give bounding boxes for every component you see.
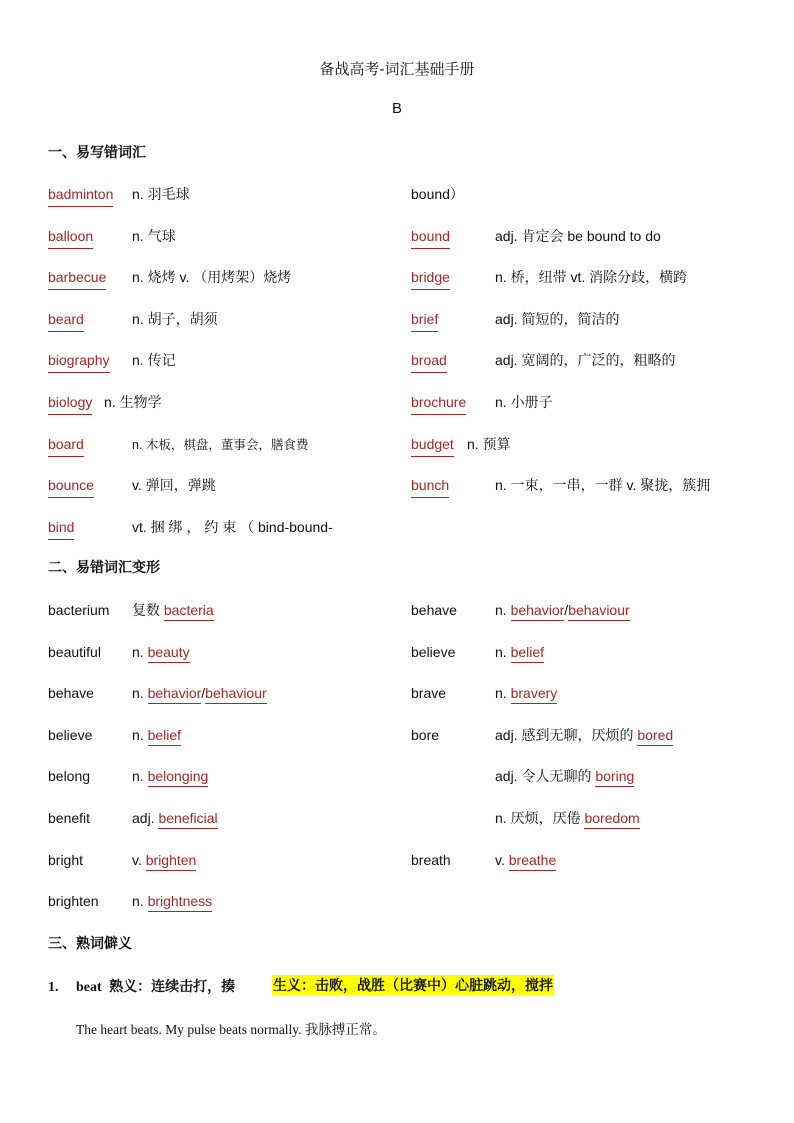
vocab-meaning: adj. 肯定会 be bound to do — [495, 228, 661, 244]
derived-form: n. behavior/behaviour — [132, 683, 267, 703]
pos-label: n. — [132, 644, 144, 660]
pos-label: v. — [132, 852, 142, 868]
derived-form — [495, 725, 673, 745]
vocab-word: brochure — [411, 392, 466, 415]
section3-heading: 三、熟词僻义 — [48, 935, 132, 951]
derived-form — [132, 600, 214, 620]
pos-label: n. — [132, 768, 144, 784]
derived-form — [132, 850, 196, 870]
vocab-word: beard — [48, 309, 84, 332]
form-word: belief — [148, 727, 181, 746]
pos-label: adj. 令人无聊的 — [495, 768, 592, 784]
familiar-meaning: 熟义：连续击打，揍 — [109, 980, 236, 995]
vocab-meaning: adj. 简短的，简洁的 — [495, 311, 620, 327]
base-word: belong — [48, 768, 91, 784]
vocab-meaning: n. 预算 — [467, 436, 511, 452]
form-word: bacteria — [164, 602, 214, 621]
s1-row-9 — [0, 517, 794, 541]
section1-heading: 一、易写错词汇 — [48, 144, 146, 160]
derived-form — [132, 808, 218, 828]
form-word: behaviour — [568, 602, 630, 621]
letter-heading: B — [391, 100, 402, 117]
derived-form — [495, 766, 634, 786]
base-word: believe — [411, 644, 456, 660]
form-word: beauty — [148, 644, 190, 663]
continuation-text: bound） — [411, 186, 464, 202]
vocab-word: balloon — [48, 226, 93, 249]
vocab-meaning: n. 胡子，胡须 — [132, 311, 218, 327]
s2-row-5 — [0, 766, 794, 790]
vocab-word: barbecue — [48, 267, 106, 290]
base-word: behave — [48, 685, 94, 701]
derived-form — [495, 808, 640, 828]
s2-row-8 — [0, 891, 794, 915]
s2-row-1 — [0, 600, 794, 624]
pos-label: n. — [132, 727, 144, 743]
derived-form — [495, 642, 544, 662]
vocab-word: broad — [411, 350, 447, 373]
page-title: 备战高考-词汇基础手册 — [319, 61, 475, 78]
rare-meaning-highlight: 生义：击败，战胜（比赛中）心脏跳动，搅拌 — [273, 977, 553, 993]
vocab-meaning: n. 木板，棋盘，董事会，膳食费 — [132, 438, 309, 452]
vocab-meaning: n. 生物学 — [104, 394, 162, 410]
form-word: belief — [511, 644, 544, 663]
base-word: bacterium — [48, 602, 110, 618]
s1-row-8 — [0, 475, 794, 499]
vocab-meaning: n. 传记 — [132, 352, 176, 368]
vocab-meaning: adj. 宽阔的，广泛的，粗略的 — [495, 352, 676, 368]
base-word: behave — [411, 602, 457, 618]
base-word: bright — [48, 852, 84, 868]
base-word: bore — [411, 727, 440, 743]
form-word: behaviour — [205, 685, 267, 704]
example-sentence: The heart beats. My pulse beats normally. 我脉搏正常。 — [76, 1022, 386, 1037]
vocab-word: bridge — [411, 267, 450, 290]
base-word: brave — [411, 685, 447, 701]
s2-row-7 — [0, 850, 794, 874]
vocab-meaning: n. 气球 — [132, 228, 176, 244]
s1-row-1 — [0, 184, 794, 208]
base-word: beautiful — [48, 644, 101, 660]
s1-row-7 — [0, 434, 794, 458]
s2-row-3 — [0, 683, 794, 707]
rare-meaning-wrap — [272, 975, 554, 995]
vocab-word: bind — [48, 517, 74, 540]
pos-label: n. 厌烦，厌倦 — [495, 810, 581, 826]
vocab-meaning: n. 羽毛球 — [132, 186, 190, 202]
vocab-word: brief — [411, 309, 438, 332]
vocab-word: board — [48, 434, 84, 457]
form-word: belonging — [148, 768, 209, 787]
s1-row-4 — [0, 309, 794, 333]
pos-label: v. — [495, 852, 505, 868]
form-word: behavior — [148, 685, 202, 704]
pos-label: 复数 — [132, 602, 160, 618]
base-word: breath — [411, 852, 451, 868]
base-word: benefit — [48, 810, 91, 826]
s2-row-4 — [0, 725, 794, 749]
derived-form — [132, 642, 190, 662]
s2-row-6 — [0, 808, 794, 832]
vocab-meaning: v. 弹回，弹跳 — [132, 477, 216, 493]
base-word: brighten — [48, 893, 99, 909]
polysemy-item — [48, 976, 235, 996]
vocab-meaning: n. 桥，纽带 vt. 消除分歧，横跨 — [495, 269, 688, 285]
item-word: beat — [76, 980, 102, 995]
s1-row-5 — [0, 350, 794, 374]
pos-label: n. — [132, 893, 144, 909]
vocab-word: biology — [48, 392, 92, 415]
form-word: boredom — [584, 810, 639, 829]
derived-form — [132, 725, 181, 745]
vocab-word: bound — [411, 226, 450, 249]
vocab-word: budget — [411, 434, 454, 457]
pos-label: adj. 感到无聊，厌烦的 — [495, 727, 634, 743]
form-word: brightness — [148, 893, 213, 912]
s2-row-2 — [0, 642, 794, 666]
form-word: behavior — [511, 602, 565, 621]
derived-form: n. behavior/behaviour — [495, 600, 630, 620]
pos-label: n. — [495, 602, 507, 618]
form-word: bored — [637, 727, 673, 746]
base-word: believe — [48, 727, 93, 743]
form-word: brighten — [146, 852, 197, 871]
item-number: 1. — [48, 980, 59, 995]
vocab-meaning: n. 一束，一串，一群 v. 聚拢，簇拥 — [495, 477, 711, 493]
vocab-meaning: vt. 捆 绑 ， 约 束 （ bind-bound- — [132, 519, 333, 535]
vocab-word: biography — [48, 350, 110, 373]
s1-row-2 — [0, 226, 794, 250]
vocab-word: bounce — [48, 475, 94, 498]
vocab-meaning: n. 烧烤 v. （用烤架）烧烤 — [132, 269, 292, 285]
derived-form — [495, 850, 556, 870]
vocab-word: bunch — [411, 475, 449, 498]
pos-label: n. — [495, 644, 507, 660]
pos-label: adj. — [132, 810, 155, 826]
derived-form — [132, 891, 212, 911]
vocab-meaning: n. 小册子 — [495, 394, 553, 410]
form-word: breathe — [509, 852, 556, 871]
vocab-word: badminton — [48, 184, 113, 207]
s1-row-3 — [0, 267, 794, 291]
pos-label: n. — [132, 685, 144, 701]
derived-form — [495, 683, 557, 703]
form-word: bravery — [511, 685, 558, 704]
form-word: beneficial — [158, 810, 217, 829]
section2-heading: 二、易错词汇变形 — [48, 559, 160, 575]
form-word: boring — [595, 768, 634, 787]
pos-label: n. — [495, 685, 507, 701]
s1-row-6 — [0, 392, 794, 416]
derived-form — [132, 766, 208, 786]
